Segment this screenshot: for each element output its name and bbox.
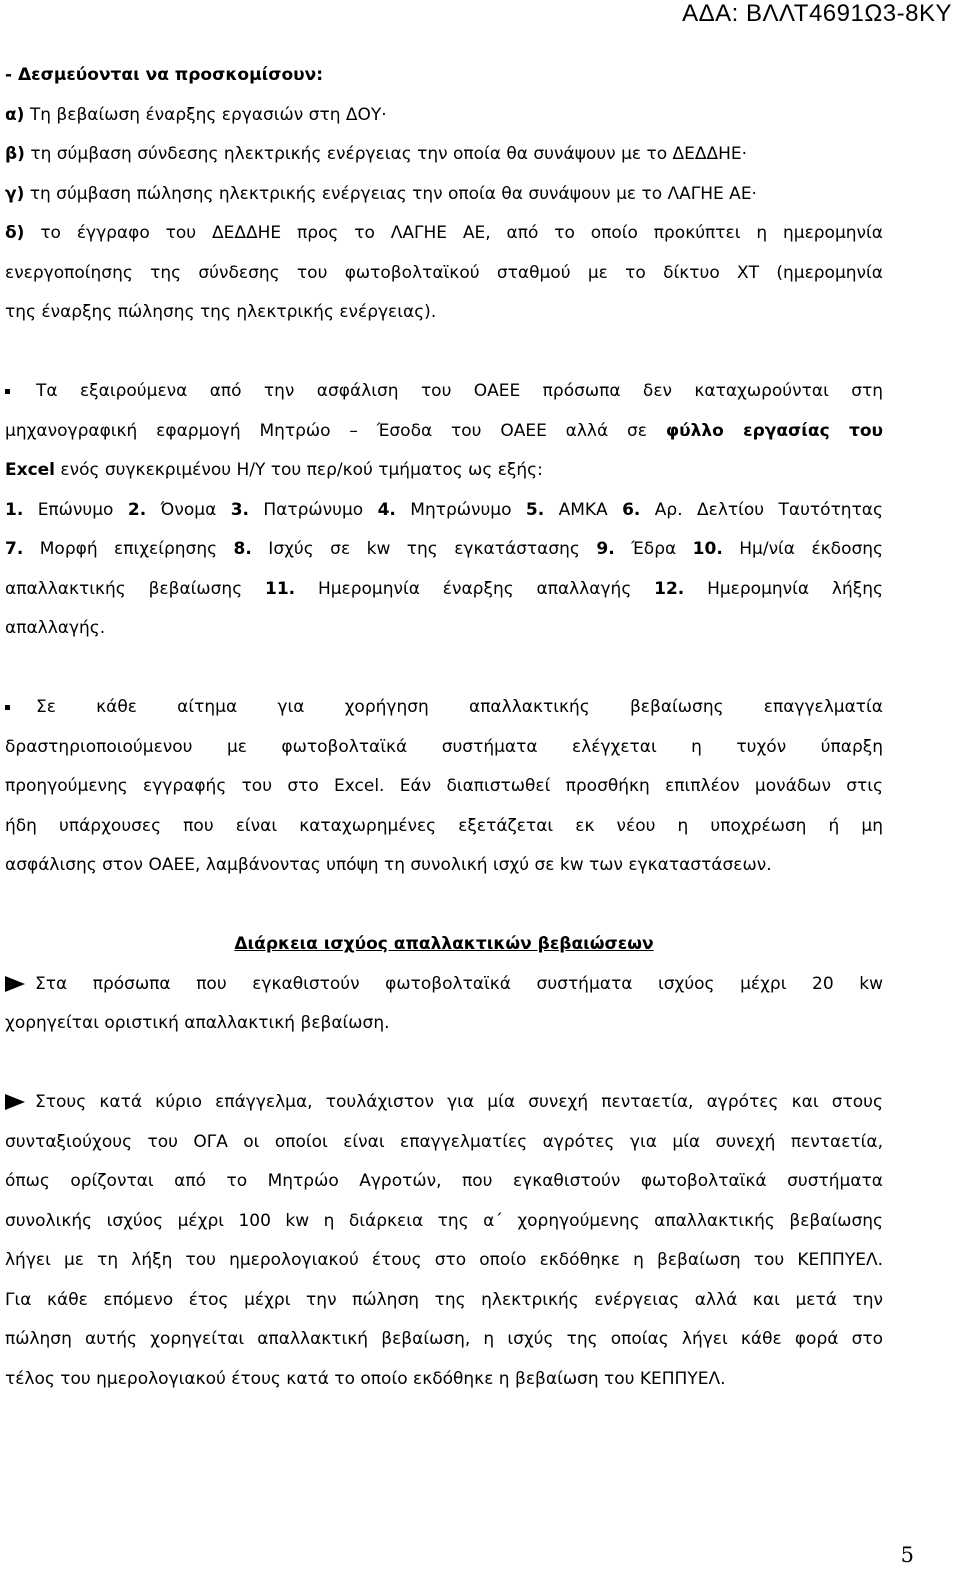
doc-item-a: α) Τη βεβαίωση έναρξης εργασιών στη ΔΟΥ· — [5, 104, 387, 125]
p100-line: συνταξιούχους του ΟΓΑ οι οποίοι είναι επαγγελματίες αγρότες για μία συνεχή πενταετία, — [5, 1131, 883, 1152]
p20-line: Στα πρόσωπα που εγκαθιστούν φωτοβολταϊκά συστήματα ισχύος μέχρι 20 kw — [5, 965, 883, 1005]
section-title: Διάρκεια ισχύος απαλλακτικών βεβαιώσεων — [234, 934, 654, 954]
check-para-line: ασφάλισης στον ΟΑΕΕ, λαμβάνοντας υπόψη τη συνολική ισχύ σε kw των εγκαταστάσεων. — [5, 855, 772, 875]
excel-para-line: μηχανογραφική εφαρμογή Μητρώο – Έσοδα του ΟΑΕΕ αλλά σε φύλλο εργασίας του — [5, 420, 883, 441]
doc-item-d-end: της έναρξης πώλησης της ηλεκτρικής ενέργειας). — [5, 302, 437, 322]
doc-item-d: δ) το έγγραφο του ΔΕΔΔΗΕ προς το ΛΑΓΗΕ ΑΕ, από το οποίο προκύπτει η ημερομηνία — [5, 223, 883, 243]
doc-item-d-cont: ενεργοποίησης της σύνδεσης του φωτοβολταϊκού σταθμού με το δίκτυο ΧΤ (ημερομηνία — [5, 262, 883, 283]
check-para-line: ήδη υπάρχουσες που είναι καταχωρημένες εξετάζεται εκ νέου η υποχρέωση ή μη — [5, 815, 883, 836]
p100-line: λήγει με τη λήξη του ημερολογιακού έτους στο οποίο εκδόθηκε η βεβαίωση του ΚΕΠΠΥΕΛ. — [5, 1250, 883, 1270]
p100-line: συνολικής ισχύος μέχρι 100 kw η διάρκεια της α΄ χορηγούμενης απαλλακτικής βεβαίωσης — [5, 1210, 883, 1231]
p100-line: Για κάθε επόμενο έτος μέχρι την πώληση της ηλεκτρικής ενέργειας αλλά και μετά την — [5, 1289, 883, 1310]
excel-fields-line: 1. Επώνυμο 2. Όνομα 3. Πατρώνυμο 4. Μητρώνυμο 5. ΑΜΚΑ 6. Αρ. Δελτίου Ταυτότητας — [5, 499, 883, 520]
arrow-bullet-icon — [5, 1094, 25, 1110]
ada-code: ΑΔΑ: ΒΛΛΤ4691Ω3-8ΚΥ — [682, 0, 952, 27]
excel-fields-line: απαλλακτικής βεβαίωσης 11. Ημερομηνία έναρξης απαλλαγής 12. Ημερομηνία λήξης — [5, 578, 883, 599]
p100-line: Στους κατά κύριο επάγγελμα, τουλάχιστον για μία συνεχή πενταετία, αγρότες και στους — [5, 1083, 883, 1123]
doc-item-c: γ) τη σύμβαση πώλησης ηλεκτρικής ενέργειας την οποία θα συνάψουν με το ΛΑΓΗΕ ΑΕ· — [5, 183, 757, 204]
check-para-line: Σε κάθε αίτημα για χορήγηση απαλλακτικής βεβαίωσης επαγγελματία — [5, 688, 883, 728]
excel-para-line: Excel ενός συγκεκριμένου Η/Υ του περ/κού τμήματος ως εξής: — [5, 460, 543, 480]
p100-line: πώληση αυτής χορηγείται απαλλακτική βεβαίωση, η ισχύς της οποίας λήγει κάθε φορά στο — [5, 1329, 883, 1349]
excel-para-line: Τα εξαιρούμενα από την ασφάλιση του ΟΑΕΕ πρόσωπα δεν καταχωρούνται στη — [5, 372, 883, 412]
document-body — [5, 56, 883, 1399]
excel-fields-line: 7. Μορφή επιχείρησης 8. Ισχύς σε kw της εγκατάστασης 9. Έδρα 10. Ημ/νία έκδοσης — [5, 539, 884, 559]
p20-line: χορηγείται οριστική απαλλακτική βεβαίωση. — [5, 1013, 390, 1033]
check-para-line: δραστηριοποιούμενου με φωτοβολταϊκά συστήματα ελέγχεται η τυχόν ύπαρξη — [5, 736, 883, 757]
page-number: 5 — [900, 1543, 914, 1567]
square-bullet-icon — [5, 389, 10, 394]
square-bullet-icon — [5, 705, 10, 710]
docs-intro: - Δεσμεύονται να προσκομίσουν: — [5, 65, 323, 85]
check-para-line: προηγούμενης εγγραφής του στο Excel. Εάν διαπιστωθεί προσθήκη επιπλέον μονάδων στις — [5, 776, 883, 796]
arrow-bullet-icon — [5, 976, 25, 992]
p100-line: τέλος του ημερολογιακού έτους κατά το οποίο εκδόθηκε η βεβαίωση του ΚΕΠΠΥΕΛ. — [5, 1368, 726, 1389]
excel-fields-line: απαλλαγής. — [5, 618, 106, 638]
doc-item-b: β) τη σύμβαση σύνδεσης ηλεκτρικής ενέργειας την οποία θα συνάψουν με το ΔΕΔΔΗΕ· — [5, 144, 748, 164]
p100-line: όπως ορίζονται από το Μητρώο Αγροτών, που εγκαθιστούν φωτοβολταϊκά συστήματα — [5, 1171, 883, 1191]
